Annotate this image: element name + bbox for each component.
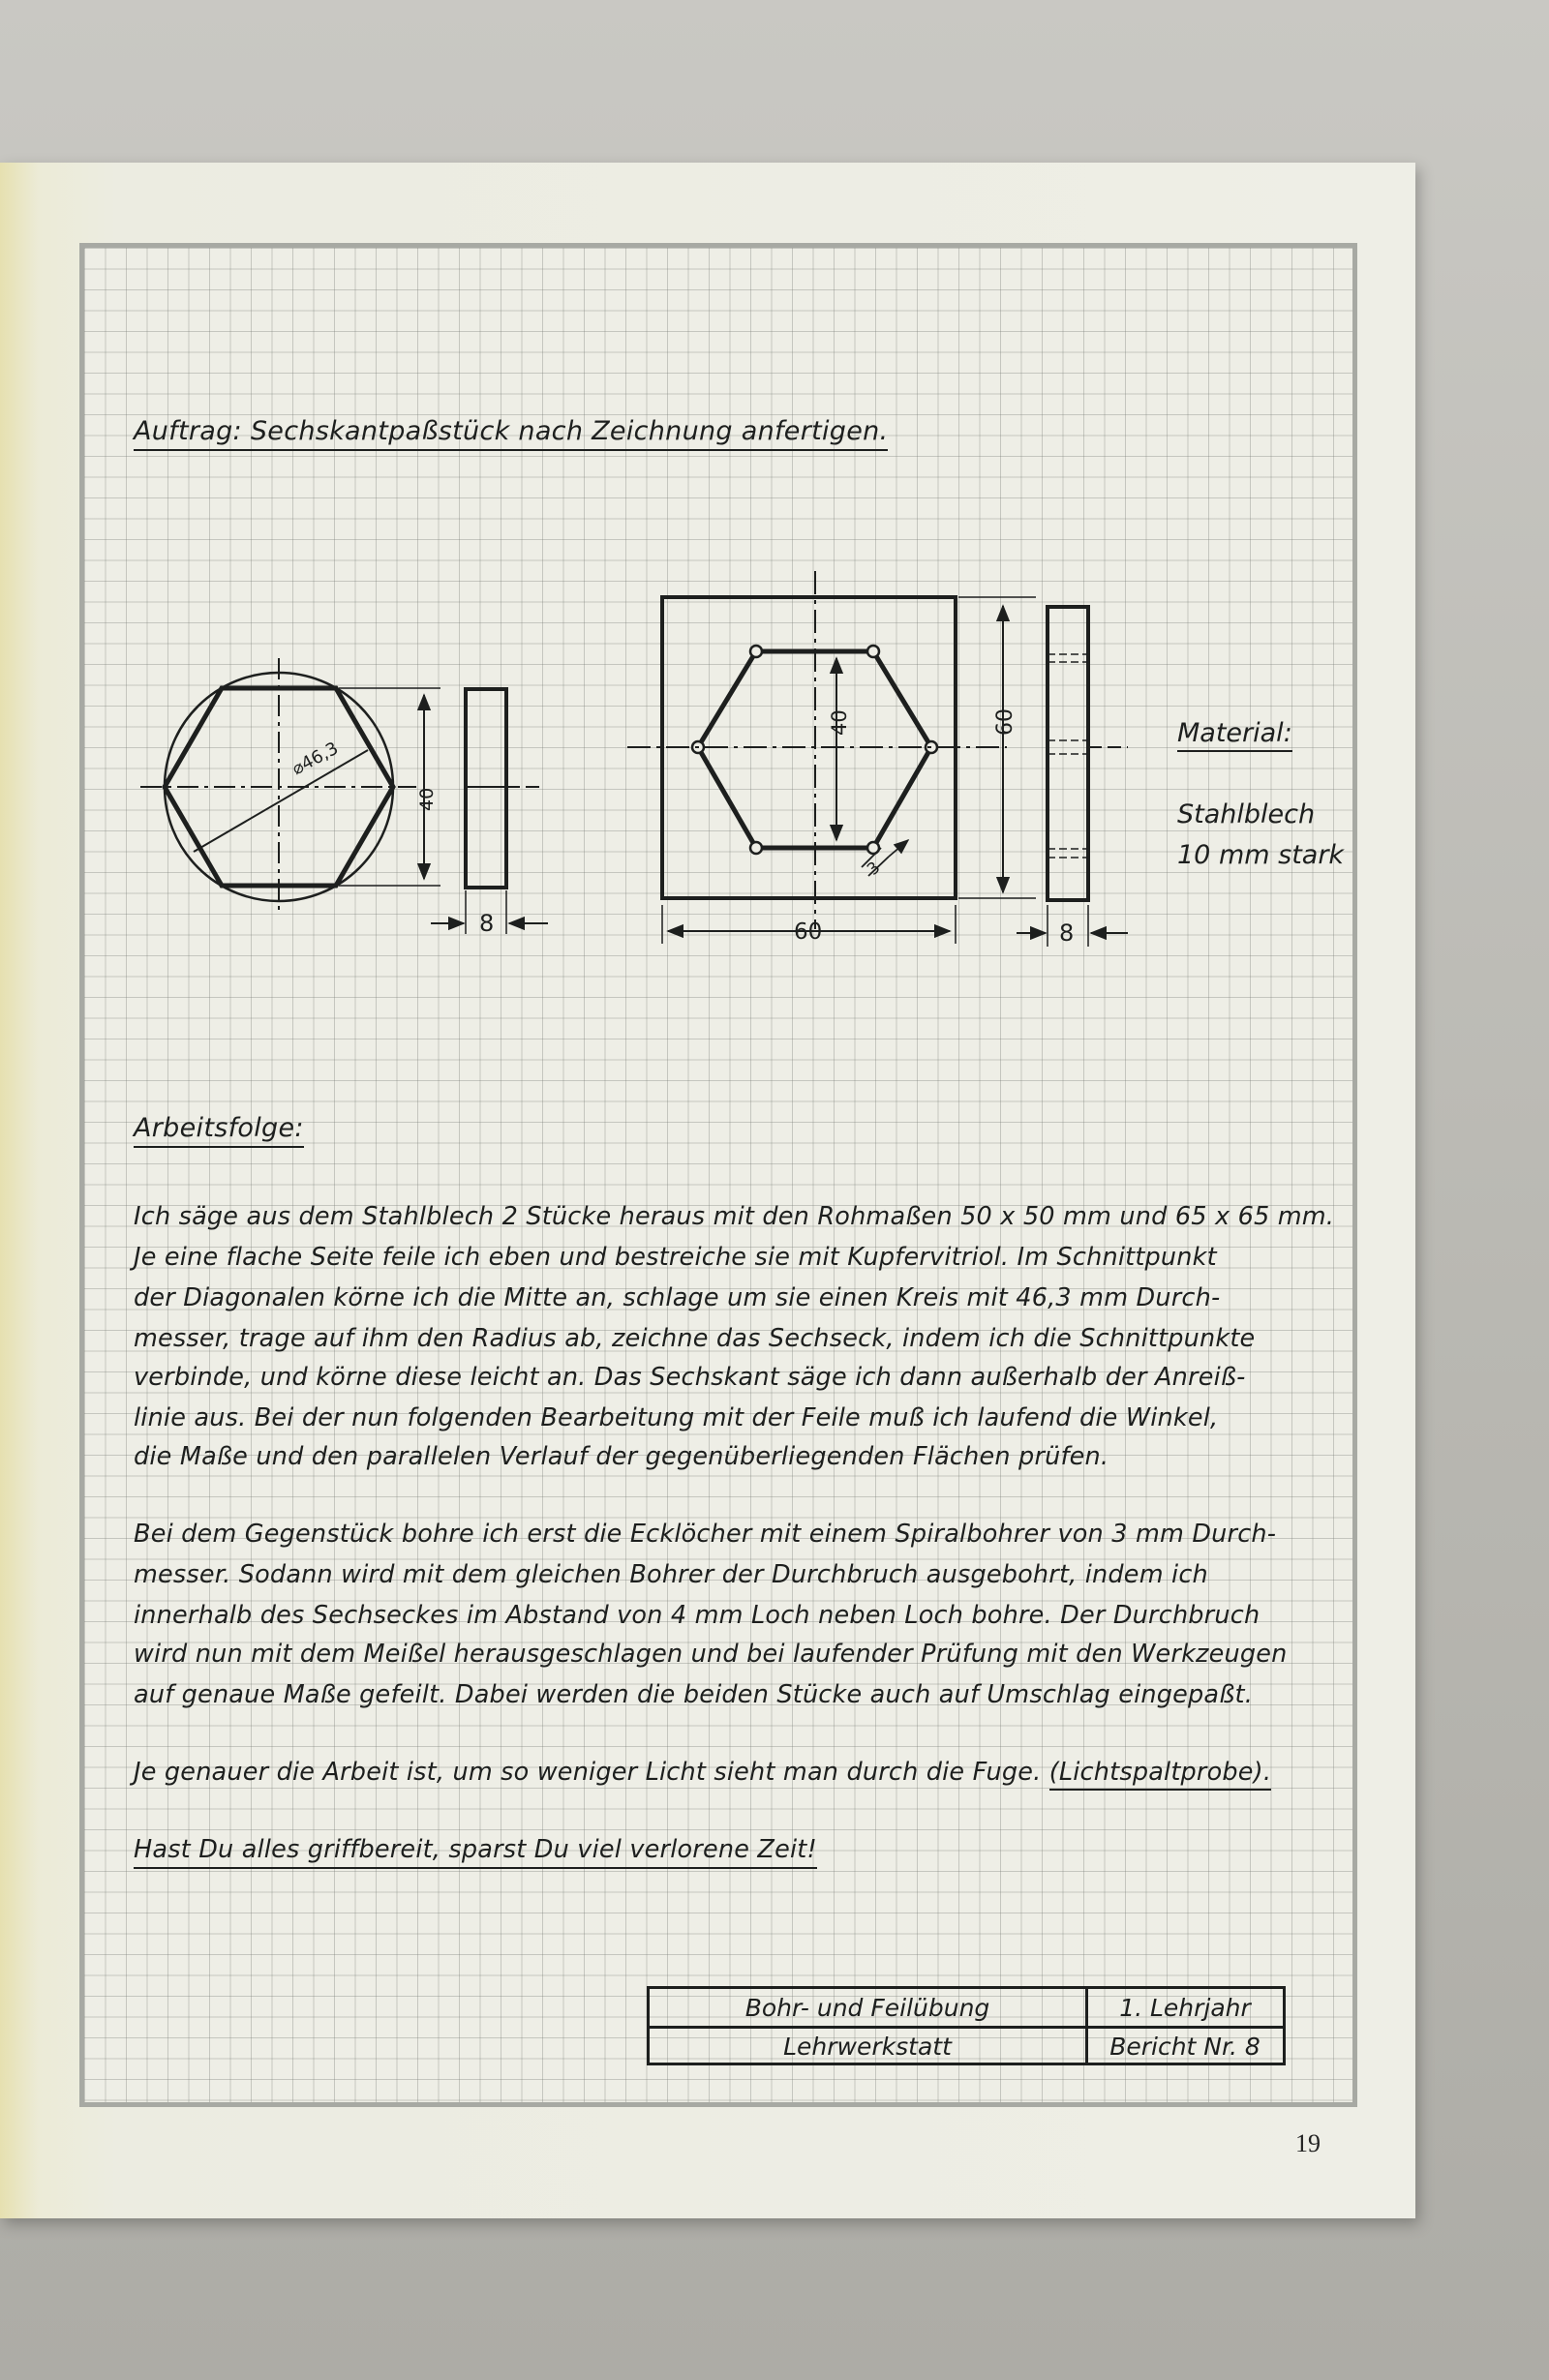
arbeitsfolge-heading: Arbeitsfolge: xyxy=(134,1113,304,1148)
paragraph-line: messer, trage auf ihm den Radius ab, zeichne das Sechseck, indem ich die Schnittpunkte xyxy=(134,1324,1256,1353)
paragraph-line: verbinde, und körne diese leicht an. Das Sechskant säge ich dann außerhalb der Anreiß- xyxy=(134,1363,1246,1392)
technical-drawing xyxy=(0,0,1549,987)
title-block xyxy=(647,1986,1286,2065)
dim-thickness-left-label: 8 xyxy=(479,910,495,937)
title-block-workshop: Lehrwerkstatt xyxy=(783,2033,952,2061)
material-line-1: Stahlblech xyxy=(1177,799,1316,829)
material-label: Material: xyxy=(1177,718,1292,752)
title-block-course: Bohr- und Feilübung xyxy=(744,1994,990,2022)
paragraph-line: Bei dem Gegenstück bohre ich erst die Ecklöcher mit einem Spiralbohrer von 3 mm Durch- xyxy=(134,1520,1277,1549)
hexagon-side-view xyxy=(339,688,548,934)
page-number: 19 xyxy=(1295,2129,1321,2157)
paragraph-3 xyxy=(134,1758,1271,1787)
paragraph-line: auf genaue Maße gefeilt. Dabei werden die beiden Stücke auch auf Umschlag eingepaßt. xyxy=(134,1680,1253,1709)
dim-hole-label: 3 xyxy=(863,858,885,880)
dim-plate-height-label: 60 xyxy=(993,708,1017,736)
paragraph-line: Ich säge aus dem Stahlblech 2 Stücke heraus mit den Rohmaßen 50 x 50 mm und 65 x 65 mm. xyxy=(134,1202,1335,1231)
plate-side-view xyxy=(958,597,1128,947)
dim-plate-width-label: 60 xyxy=(794,919,823,945)
paragraph-line: messer. Sodann wird mit dem gleichen Bohrer der Durchbruch ausgebohrt, indem ich xyxy=(134,1560,1208,1589)
dim-diameter-label: ⌀46,3 xyxy=(289,738,343,780)
lichtspaltprobe-term: (Lichtspaltprobe). xyxy=(1049,1758,1271,1791)
paragraph-line: innerhalb des Sechseckes im Abstand von 4 mm Loch neben Loch bohre. Der Durchbruch xyxy=(134,1601,1260,1630)
auftrag-heading: Auftrag: Sechskantpaßstück nach Zeichnung anfertigen. xyxy=(134,416,888,451)
paragraph-line: Je eine flache Seite feile ich eben und bestreiche sie mit Kupfervitriol. Im Schnittpunkt xyxy=(134,1243,1217,1272)
plate-front-view xyxy=(627,571,1007,944)
lichtspalt-sentence: Je genauer die Arbeit ist, um so weniger Licht sieht man durch die Fuge. xyxy=(134,1758,1042,1787)
hexagon-front-view xyxy=(140,658,416,915)
dim-hex-height-label: 40 xyxy=(416,787,438,811)
title-block-year: 1. Lehrjahr xyxy=(1119,1994,1251,2022)
material-line-2: 10 mm stark xyxy=(1177,840,1345,870)
paragraph-line: die Maße und den parallelen Verlauf der gegenüberliegenden Flächen prüfen. xyxy=(134,1442,1109,1471)
paragraph-line: wird nun mit dem Meißel herausgeschlagen und bei laufender Prüfung mit den Werkzeugen xyxy=(134,1640,1288,1669)
dim-thickness-right-label: 8 xyxy=(1059,919,1075,947)
title-block-report: Bericht Nr. 8 xyxy=(1109,2033,1260,2061)
closing-line: Hast Du alles griffbereit, sparst Du viel verlorene Zeit! xyxy=(134,1835,817,1869)
paragraph-line: der Diagonalen körne ich die Mitte an, schlage um sie einen Kreis mit 46,3 mm Durch- xyxy=(134,1283,1221,1312)
paragraph-line: linie aus. Bei der nun folgenden Bearbeitung mit der Feile muß ich laufend die Winkel, xyxy=(134,1403,1219,1432)
dim-inner-hex-label: 40 xyxy=(828,709,851,736)
